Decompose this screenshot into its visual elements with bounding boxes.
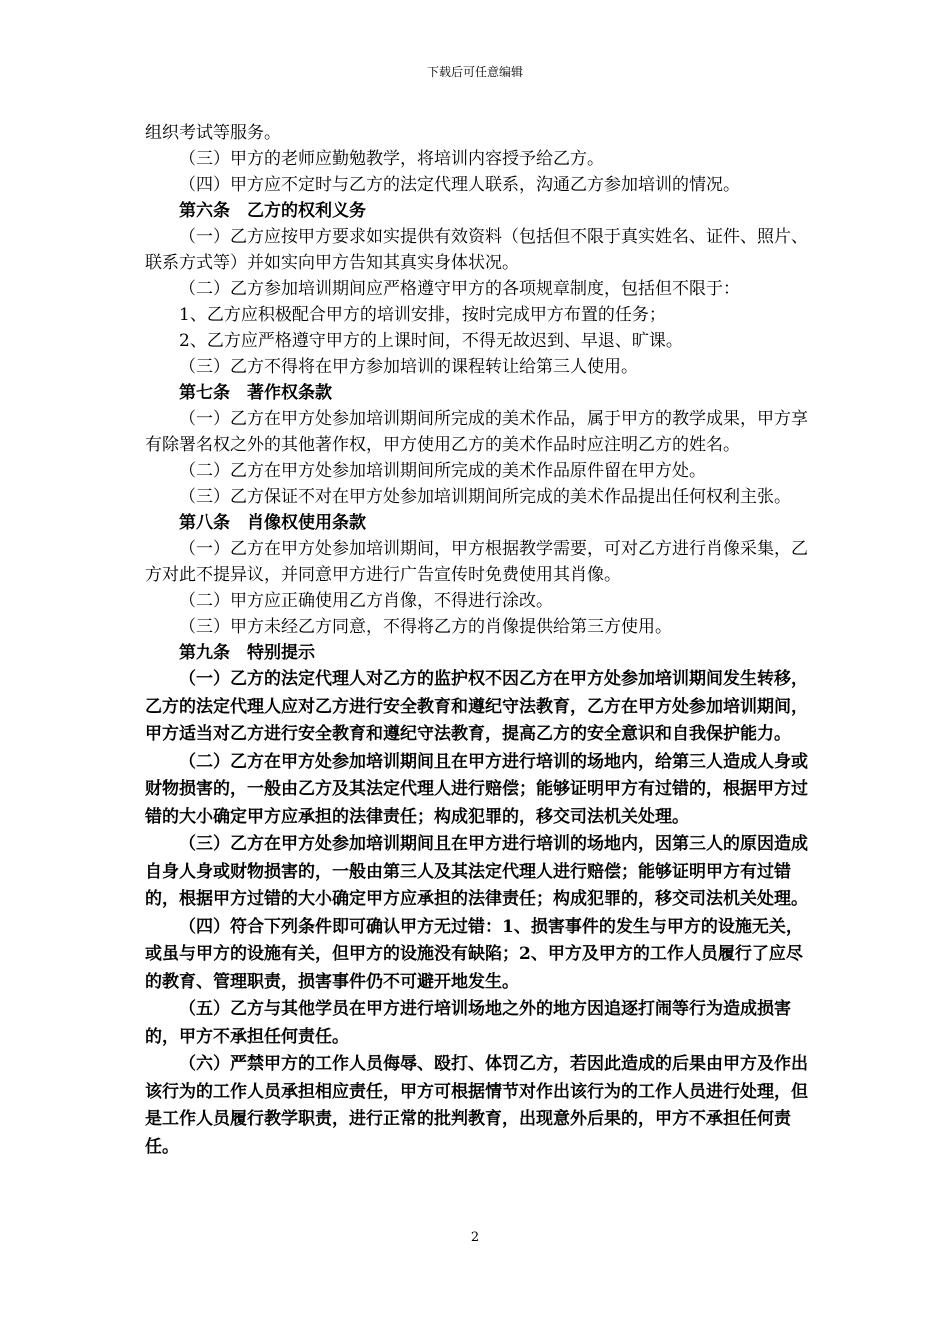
- bold-paragraph: （三）乙方在甲方处参加培训期间且在甲方进行培训的场地内，因第三人的原因造成自身人身或财物损害的，一般由第三人及其法定代理人进行赔偿；能够证明甲方有过错的，根据甲方过错的大小确定甲方应承担的法律责任；构成犯罪的，移交司法机关处理。: [145, 834, 808, 909]
- bold-paragraph: （四）符合下列条件即可确认甲方无过错：1、损害事件的发生与甲方的设施无关，或虽与甲方的设施有关，但甲方的设施没有缺陷；2、甲方及甲方的工作人员履行了应尽的教育、管理职责，损害事件仍不可避开地发生。: [145, 916, 803, 992]
- article-heading: 第七条 著作权条款: [179, 383, 332, 403]
- paragraph: 1、乙方应积极配合甲方的培训安排，按时完成甲方布置的任务；: [179, 305, 666, 325]
- paragraph: （三）甲方未经乙方同意，不得将乙方的肖像提供给第三方使用。: [179, 617, 672, 637]
- paragraph: （三）乙方保证不对在甲方处参加培训期间所完成的美术作品提出任何权利主张。: [179, 487, 791, 507]
- paragraph: （二）乙方在甲方处参加培训期间所完成的美术作品原件留在甲方处。: [179, 461, 706, 481]
- paragraph: （二）乙方参加培训期间应严格遵守甲方的各项规章制度，包括但不限于：: [179, 279, 740, 299]
- paragraph: 2、乙方应严格遵守甲方的上课时间，不得无故迟到、早退、旷课。: [179, 331, 683, 351]
- document-body: [145, 120, 810, 1161]
- paragraph: （三）甲方的老师应勤勉教学，将培训内容授予给乙方。: [179, 149, 604, 169]
- page-header: 下载后可任意编辑: [426, 65, 523, 79]
- bold-paragraph: （二）乙方在甲方处参加培训期间且在甲方进行培训的场地内，给第三人造成人身或财物损害的，一般由乙方及其法定代理人进行赔偿；能够证明甲方有过错的，根据甲方过错的大小确定甲方应承担的法律责任；构成犯罪的，移交司法机关处理。: [145, 751, 808, 827]
- paragraph: （三）乙方不得将在甲方参加培训的课程转让给第三人使用。: [179, 357, 638, 377]
- paragraph: 组织考试等服务。: [145, 123, 281, 143]
- bold-paragraph: （一）乙方的法定代理人对乙方的监护权不因乙方在甲方处参加培训期间发生转移，乙方的法定代理人应对乙方进行安全教育和遵纪守法教育，乙方在甲方处参加培训期间，甲方适当对乙方进行安全教育和遵纪守法教育，提高乙方的安全意识和自我保护能力。: [145, 669, 808, 744]
- paragraph: （一）乙方在甲方处参加培训期间，甲方根据教学需要，可对乙方进行肖像采集，乙方对此不提异议，并同意甲方进行广告宣传时免费使用其肖像。: [145, 539, 808, 585]
- bold-paragraph: （五）乙方与其他学员在甲方进行培训场地之外的地方因追逐打闹等行为造成损害的，甲方不承担任何责任。: [145, 999, 791, 1047]
- paragraph: （一）乙方在甲方处参加培训期间所完成的美术作品，属于甲方的教学成果，甲方享有除署名权之外的其他著作权，甲方使用乙方的美术作品时应注明乙方的姓名。: [145, 409, 808, 455]
- paragraph: （二）甲方应正确使用乙方肖像，不得进行涂改。: [179, 591, 553, 611]
- paragraph: （一）乙方应按甲方要求如实提供有效资料（包括但不限于真实姓名、证件、照片、联系方式等）并如实向甲方告知其真实身体状况。: [145, 227, 808, 273]
- bold-paragraph: （六）严禁甲方的工作人员侮辱、殴打、体罚乙方，若因此造成的后果由甲方及作出该行为的工作人员承担相应责任，甲方可根据情节对作出该行为的工作人员进行处理，但是工作人员履行教学职责，进行正常的批判教育，出现意外后果的，甲方不承担任何责任。: [145, 1054, 808, 1157]
- page-number: 2: [470, 1230, 480, 1245]
- article-heading: 第八条 肖像权使用条款: [179, 513, 366, 533]
- article-heading: 第六条 乙方的权利义务: [179, 201, 366, 221]
- paragraph: （四）甲方应不定时与乙方的法定代理人联系，沟通乙方参加培训的情况。: [179, 175, 740, 195]
- article-heading: 第九条 特别提示: [179, 643, 315, 663]
